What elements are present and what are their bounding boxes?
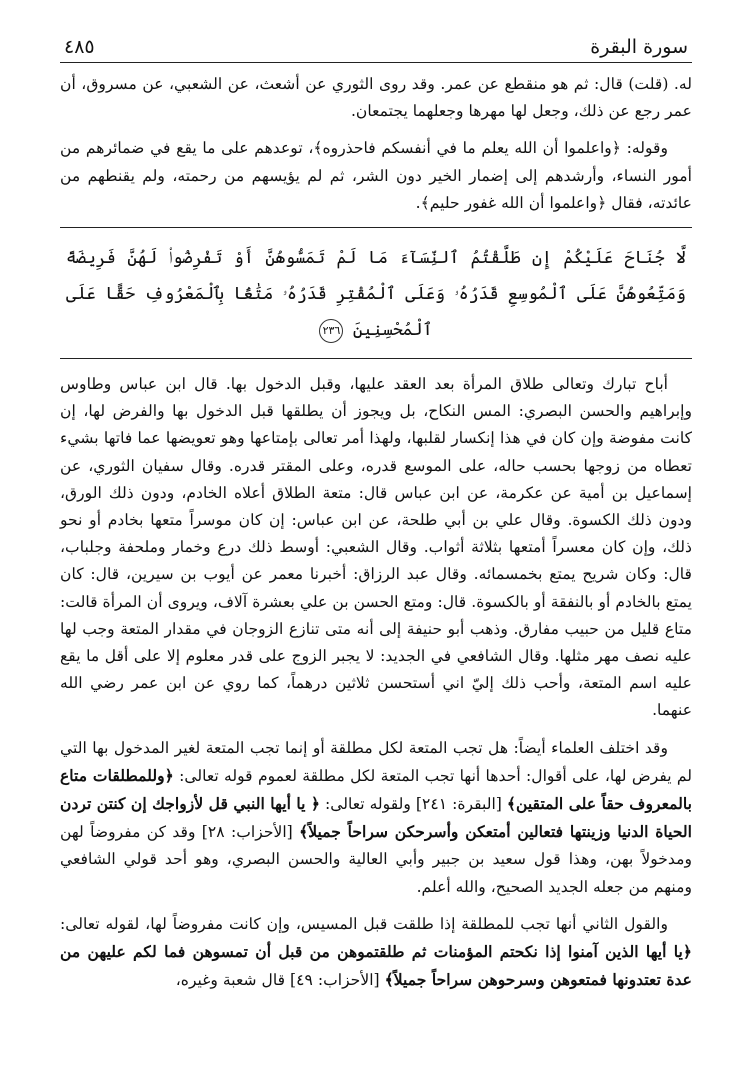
p4-text-before: وقد اختلف العلماء أيضاً: هل تجب المتعة لكل مطلقة أو إنما تجب المتعة لغير المدخول بها التي لم يفرض لها، على أقوال: أحدها أنها تجب المتعة لكل مطلقة لعموم قوله تعالى:	[60, 738, 692, 785]
p5-text-after: [الأحزاب: ٤٩] قال شعبة وغيره،	[175, 971, 385, 990]
paragraph-1: له. (قلت) قال: ثم هو منقطع عن عمر. وقد روى الثوري عن أشعث، عن الشعبي، عن مسروق، أن عمر رجع عن ذلك، وجعل لها مهرها وجعلهما يجتمعان.	[60, 75, 692, 121]
paragraph-2: وقوله: ﴿واعلموا أن الله يعلم ما في أنفسكم فاحذروه﴾، توعدهم على ما يقع في ضمائرهم من أمور النساء، وأرشدهم إلى إضمار الخير دون الشر، ثم لم يؤيسهم من رحمته، ولم يقنطهم من عائدته، فقال ﴿واعلموا أن الله غفور حليم﴾.	[60, 139, 692, 212]
p5-quote-1: ﴿يا أيها الذين آمنوا إذا نكحتم المؤمنات ثم طلقتموهن من قبل أن تمسوهن فما لكم عليهن من عدة تعتدونها فمتعوهن وسرحوهن سراحاً جميلاً﴾	[60, 942, 692, 990]
p5-text-before: والقول الثاني أنها تجب للمطلقة إذا طلقت قبل المسيس، وإن كانت مفروضاً لها، لقوله تعالى:	[60, 914, 668, 933]
quran-verse-text: لَّا جُنَاحَ عَلَيْكُمْ إِن طَلَّقْتُمُ ٱلنِّسَآءَ مَا لَمْ تَمَسُّوهُنَّ أَوْ تَفْرِضُوا۟ لَهُنَّ فَرِيضَةً وَمَتِّعُوهُنَّ عَلَى ٱلْمُوسِعِ قَدَرُهُۥ وَعَلَى ٱلْمُقْتِرِ قَدَرُهُۥ مَتَٰعًۢا بِٱلْمَعْرُوفِ حَقًّا عَلَى ٱلْمُحْسِنِينَ	[66, 248, 686, 341]
quran-verse-block	[60, 227, 692, 359]
page-header	[60, 22, 692, 63]
paragraph-3: أباح تبارك وتعالى طلاق المرأة بعد العقد عليها، وقبل الدخول بها. قال ابن عباس وطاوس وإبراهيم والحسن البصري: المس النكاح، بل ويجوز أن يطلقها قبل الدخول بها والفرض لها، إن كانت مفوضة وإن كان في هذا إنكسار لقلبها، ولهذا أمر تعالى بإمتاعها وهو تعويضها عما فاتها بشيء تعطاه من زوجها بحسب حاله، على الموسع قدره، وعلى المقتر قدره. وقال سفيان الثوري، عن إسماعيل بن أمية عن عكرمة، عن ابن عباس قال: متعة الطلاق أعلاه الخادم، ودون ذلك الورق، ودون ذلك الكسوة. وقال علي بن أبي طلحة، عن ابن عباس: إن كان موسراً متعها بخادم أو نحو ذلك، وإن كان معسراً أمتعها بثلاثة أثواب. وقال الشعبي: أوسط ذلك درع وخمار وملحفة وجلباب، قال: وكان شريح يمتع بخمسمائه. وقال عبد الرزاق: أخبرنا معمر عن أيوب بن سيرين، قال: كان يمتع بالخادم أو بالنفقة أو بالكسوة. قال: ومتع الحسن بن علي بعشرة آلاف، ويروى أن المرأة قالت: متاع قليل من حبيب مفارق. وذهب أبو حنيفة إلى أنه متى تنازع الزوجان في مقدار المتعة وجب لها عليه نصف مهر مثلها. وقال الشافعي في الجديد: لا يجبر الزوج على قدر معلوم إلا على أقل ما يقع عليه اسم المتعة، وأحب ذلك إليّ اني أستحسن ثلاثين درهماً، كما روي عن ابن عمر رضي الله عنهما.	[60, 375, 692, 720]
page-number: ٤٨٥	[64, 36, 95, 58]
p4-quote-2: ﴿ يا أيها النبي قل لأزواجك إن كنتن تردن الحياة الدنيا وزينتها فتعالين أمتعكن وأسرحكن سراحاً جميلاً﴾	[60, 794, 692, 842]
page-content	[60, 63, 692, 994]
paragraph-4	[60, 735, 692, 901]
p4-text-after: [الأحزاب: ٢٨] وقد كن مفروضاً لهن ومدخولاً بهن، وهذا قول سعيد بن جبير وأبي العالية والحسن البصري، وهو أحد قولي الشافعي ومنهم من جعله الجديد الصحيح، والله أعلم.	[60, 823, 692, 896]
surah-title: سورة البقرة	[590, 36, 688, 58]
p4-quote-1: ﴿وللمطلقات متاع بالمعروف حقاً على المتقين﴾	[60, 765, 692, 814]
verse-number-marker: ٢٣٦	[319, 319, 343, 343]
paragraph-5	[60, 911, 692, 995]
book-page	[60, 22, 692, 1072]
p4-text-mid: [البقرة: ٢٤١] ولقوله تعالى:	[320, 795, 507, 814]
quran-verse	[66, 240, 686, 348]
